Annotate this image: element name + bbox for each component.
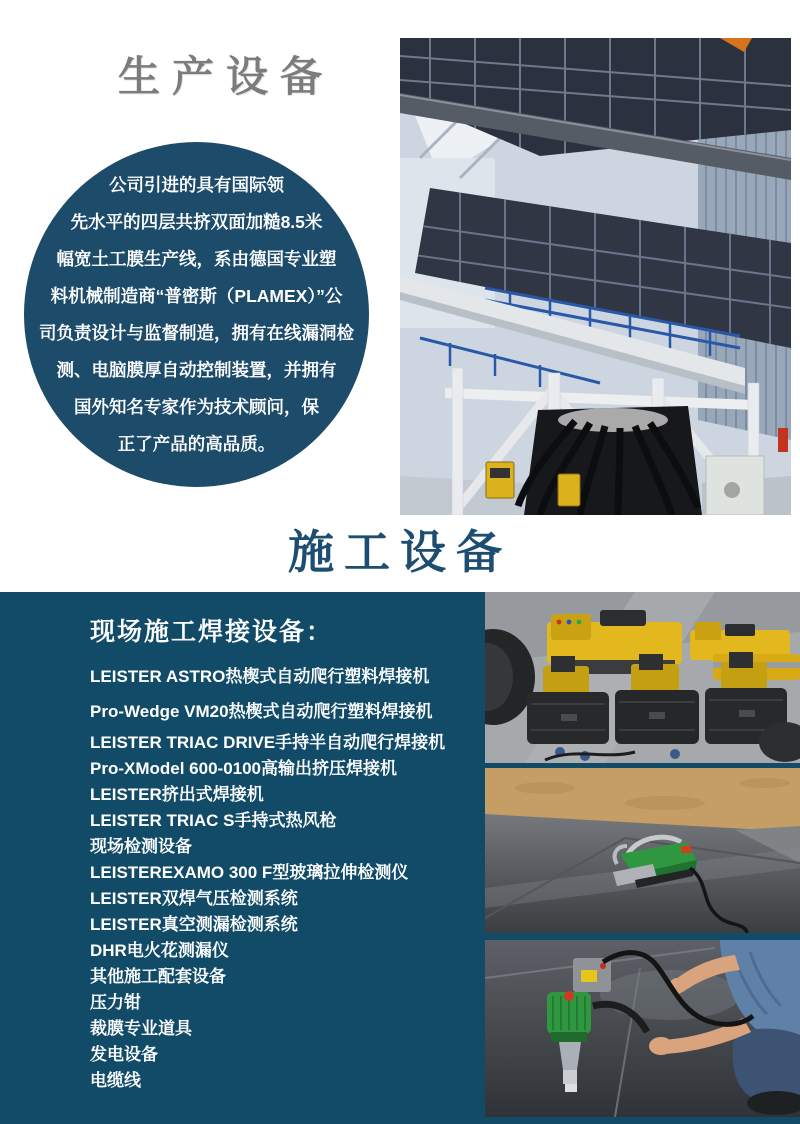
production-line-photo	[400, 38, 791, 515]
equipment-item: 其他施工配套设备	[90, 967, 226, 986]
circle-text-line: 正了产品的高品质。	[117, 433, 276, 454]
equipment-item: LEISTER TRIAC DRIVE手持半自动爬行焊接机	[90, 733, 446, 752]
equipment-item: 压力钳	[90, 993, 141, 1012]
equipment-item: 电缆线	[90, 1071, 141, 1090]
equipment-item: Pro-Wedge VM20热楔式自动爬行塑料焊接机	[90, 702, 433, 721]
hand-welder-photo	[485, 940, 800, 1117]
welding-machines-photo	[485, 592, 800, 763]
circle-text-line: 先水平的四层共挤双面加糙8.5米	[70, 211, 323, 232]
equipment-item: 现场检测设备	[90, 837, 192, 856]
equipment-item: LEISTER TRIAC S手持式热风枪	[90, 811, 337, 830]
equipment-item: DHR电火花测漏仪	[90, 941, 229, 960]
production-title: 生产设备	[118, 53, 335, 100]
circle-text-line: 料机械制造商“普密斯（PLAMEX）”公	[50, 285, 343, 306]
equipment-list	[90, 664, 445, 1094]
equipment-item: LEISTER挤出式焊接机	[90, 785, 264, 804]
company-intro-circle	[24, 142, 369, 487]
equipment-item: 发电设备	[90, 1045, 158, 1064]
equipment-item: 裁膜专业道具	[90, 1019, 192, 1038]
construction-title: 施工设备	[288, 526, 512, 578]
equipment-item: Pro-XModel 600-0100高输出挤压焊接机	[90, 759, 398, 778]
circle-text-line: 公司引进的具有国际领	[109, 174, 284, 195]
wedge-welder-photo	[485, 768, 800, 933]
equipment-item: LEISTER双焊气压检测系统	[90, 889, 298, 908]
equipment-item: LEISTER真空测漏检测系统	[90, 915, 298, 934]
circle-text-line: 司负责设计与监督制造，拥有在线漏洞检	[39, 322, 354, 343]
equipment-item: LEISTER ASTRO热楔式自动爬行塑料焊接机	[90, 667, 430, 686]
equipment-item: LEISTEREXAMO 300 F型玻璃拉伸检测仪	[90, 863, 409, 882]
circle-text-line: 测、电脑膜厚自动控制装置，并拥有	[56, 359, 337, 380]
circle-text-line: 国外知名专家作为技术顾问，保	[74, 396, 319, 417]
equipment-list-header: 现场施工焊接设备：	[90, 618, 334, 646]
circle-text-line: 幅宽土工膜生产线，系由德国专业塑	[56, 248, 337, 269]
